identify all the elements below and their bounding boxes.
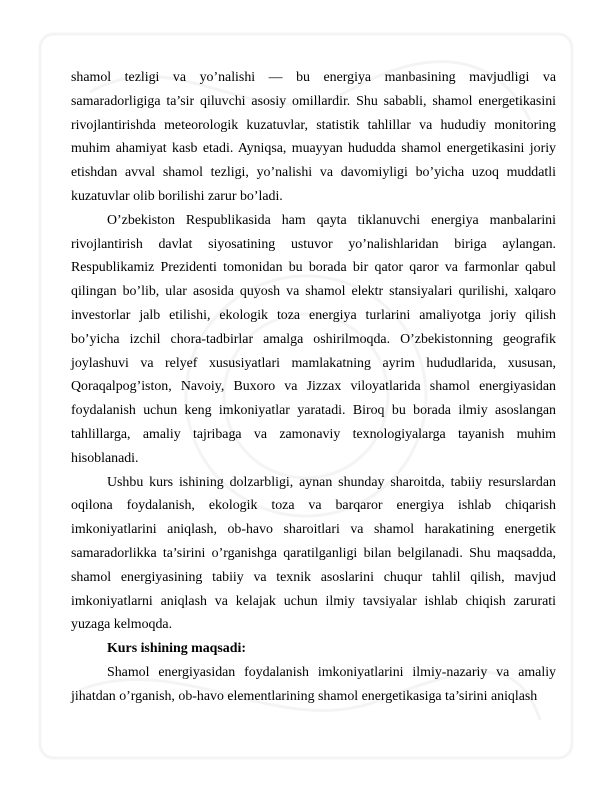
paragraph-wind-factors: shamol tezligi va yo’nalishi — bu energiya manbasining mavjudligi va samaradorligiga ta’sir qiluvchi asosiy omillardir. Shu sababli, shamol energetikasini rivojlantirishda meteorologik kuzatuvlar, statistik tahlillar va hududiy monitoring muhim ahamiyat kasb etadi. Ayniqsa, muayyan hududda shamol energetikasini joriy etishdan avval shamol tezligi, yo’nalishi va davomiyligi bo’yicha uzoq muddatli kuzatuvlar olib borilishi zarur bo’ladi. [71,70,556,204]
section-heading-purpose: Kurs ishining maqsadi: [107,641,246,657]
paragraph-purpose: Shamol energiyasidan foydalanish imkoniyatlarini ilmiy-nazariy va amaliy jihatdan o’rganish, ob-havo elementlarining shamol energetikasiga ta’sirini aniqlash [71,664,556,704]
document-body [71,66,556,709]
paragraph-relevance: Ushbu kurs ishining dolzarbligi, aynan shunday sharoitda, tabiiy resurslardan oqilona foydalanish, ekologik toza va barqaror energiya ishlab chiqarish imkoniyatlarini aniqlash, ob-havo sharoitlari va shamol harakatining energetik samaradorlikka ta’sirini o’rganishga qaratilganligi bilan belgilanadi. Shu maqsadda, shamol energiyasining tabiiy va texnik asoslarini chuqur tahlil qilish, mavjud imkoniyatlarni aniqlash va kelajak uchun ilmiy tavsiyalar ishlab chiqish zarurati yuzaga kelmoqda. [71,474,556,633]
paragraph-uzbekistan-policy: O’zbekiston Respublikasida ham qayta tiklanuvchi energiya manbalarini rivojlantirish davlat siyosatining ustuvor yo’nalishlaridan biriga aylangan. Respublikamiz Prezidenti tomonidan bu borada bir qator qaror va farmonlar qabul qilingan bo’lib, ular asosida quyosh va shamol elektr stansiyalari qurilishi, xalqaro investorlar jalb etilishi, ekologik toza energiya turlarini amaliyotga joriy qilish bo’yicha izchil chora-tadbirlar amalga oshirilmoqda. O’zbekistonning geografik joylashuvi va relyef xususiyatlari mamlakatning ayrim hududlarida, xususan, Qoraqalpog’iston, Navoiy, Buxoro va Jizzax viloyatlarida shamol energiyasidan foydalanish uchun keng imkoniyatlar yaratadi. Biroq bu borada ilmiy asoslangan tahlillarga, amaliy tajribaga va zamonaviy texnologiyalarga tayanish muhim hisoblanadi. [71,212,556,466]
